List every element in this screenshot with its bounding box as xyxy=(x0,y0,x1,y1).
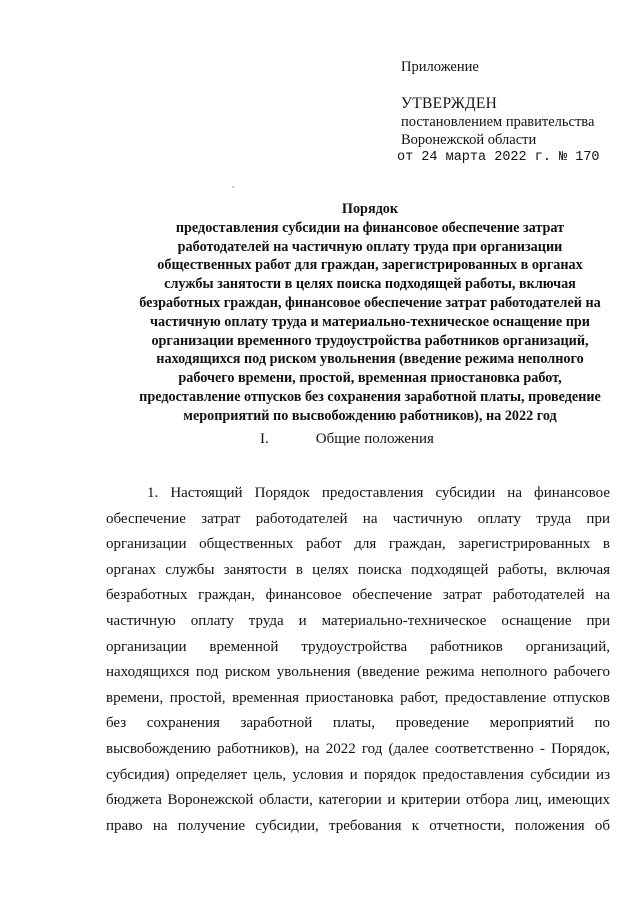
body-line: органах службы занятости в целях поиска подходящей работы, включая xyxy=(106,561,610,578)
body-line: безработных граждан, финансовое обеспечение затрат работодателей на xyxy=(106,587,610,604)
body-line: право на получение субсидии, требования к отчетности, положения об xyxy=(106,817,610,834)
body-line: находящихся под риском увольнения (введение режима неполного рабочего xyxy=(106,664,610,681)
body-line: времени, простой, временная приостановка работ, предоставление отпусков xyxy=(106,689,610,706)
body-line: организации общественных работ для граждан, зарегистрированных в xyxy=(106,536,610,553)
section-title: Общие положения xyxy=(315,431,434,447)
title-line: безработных граждан, финансовое обеспечение затрат работодателей на xyxy=(139,294,601,311)
body-line: обеспечение затрат работодателей на частичную оплату труда при xyxy=(106,510,610,527)
body-line: субсидия) определяет цель, условия и порядок предоставления субсидии из xyxy=(106,766,610,783)
body-line: организации временной трудоустройства работников организаций, xyxy=(106,638,610,655)
title-line: общественных работ для граждан, зарегистрированных в органах xyxy=(157,257,583,274)
document-title xyxy=(96,200,640,426)
title-line: частичную оплату труда и материально-техническое оснащение при xyxy=(150,313,590,330)
appendix-label: Приложение xyxy=(401,59,479,75)
section-number: I. xyxy=(260,431,269,447)
title-line: мероприятий по высвобождению работников), на 2022 год xyxy=(183,407,557,424)
body-line: бюджета Воронежской области, категории и критерии отбора лиц, имеющих xyxy=(106,792,610,809)
body-line: высвобождению работников), на 2022 год (далее соответственно - Порядок, xyxy=(106,740,610,757)
title-line: работодателей на частичную оплату труда при организации xyxy=(177,238,563,255)
title-line: предоставление отпусков без сохранения заработной платы, проведение xyxy=(139,388,601,405)
title-line: организации временного трудоустройства работников организаций, xyxy=(151,332,589,349)
body-line: частичную оплату труда и материально-техническое оснащение при xyxy=(106,612,610,629)
title-line: службы занятости в целях поиска подходящей работы, включая xyxy=(164,276,576,293)
body-paragraph xyxy=(106,481,610,839)
title-line: рабочего времени, простой, временная приостановка работ, xyxy=(178,370,562,387)
section-heading xyxy=(260,429,434,449)
body-line: без сохранения заработной платы, проведение мероприятий по xyxy=(106,715,610,732)
title-line: Порядок xyxy=(341,201,399,217)
approval-block xyxy=(397,58,631,167)
decree-line-1: постановлением правительства xyxy=(401,114,595,130)
body-line: 1. Настоящий Порядок предоставления субсидии на финансовое xyxy=(147,485,610,501)
title-line: предоставления субсидии на финансовое обеспечение затрат xyxy=(175,219,565,236)
scan-dot xyxy=(232,186,234,188)
decree-line-2: Воронежской области xyxy=(401,132,537,148)
decree-date-number: от 24 марта 2022 г. № 170 xyxy=(397,150,600,165)
approved-label: УТВЕРЖДЕН xyxy=(401,95,498,112)
title-line: находящихся под риском увольнения (введение режима неполного xyxy=(156,351,584,368)
